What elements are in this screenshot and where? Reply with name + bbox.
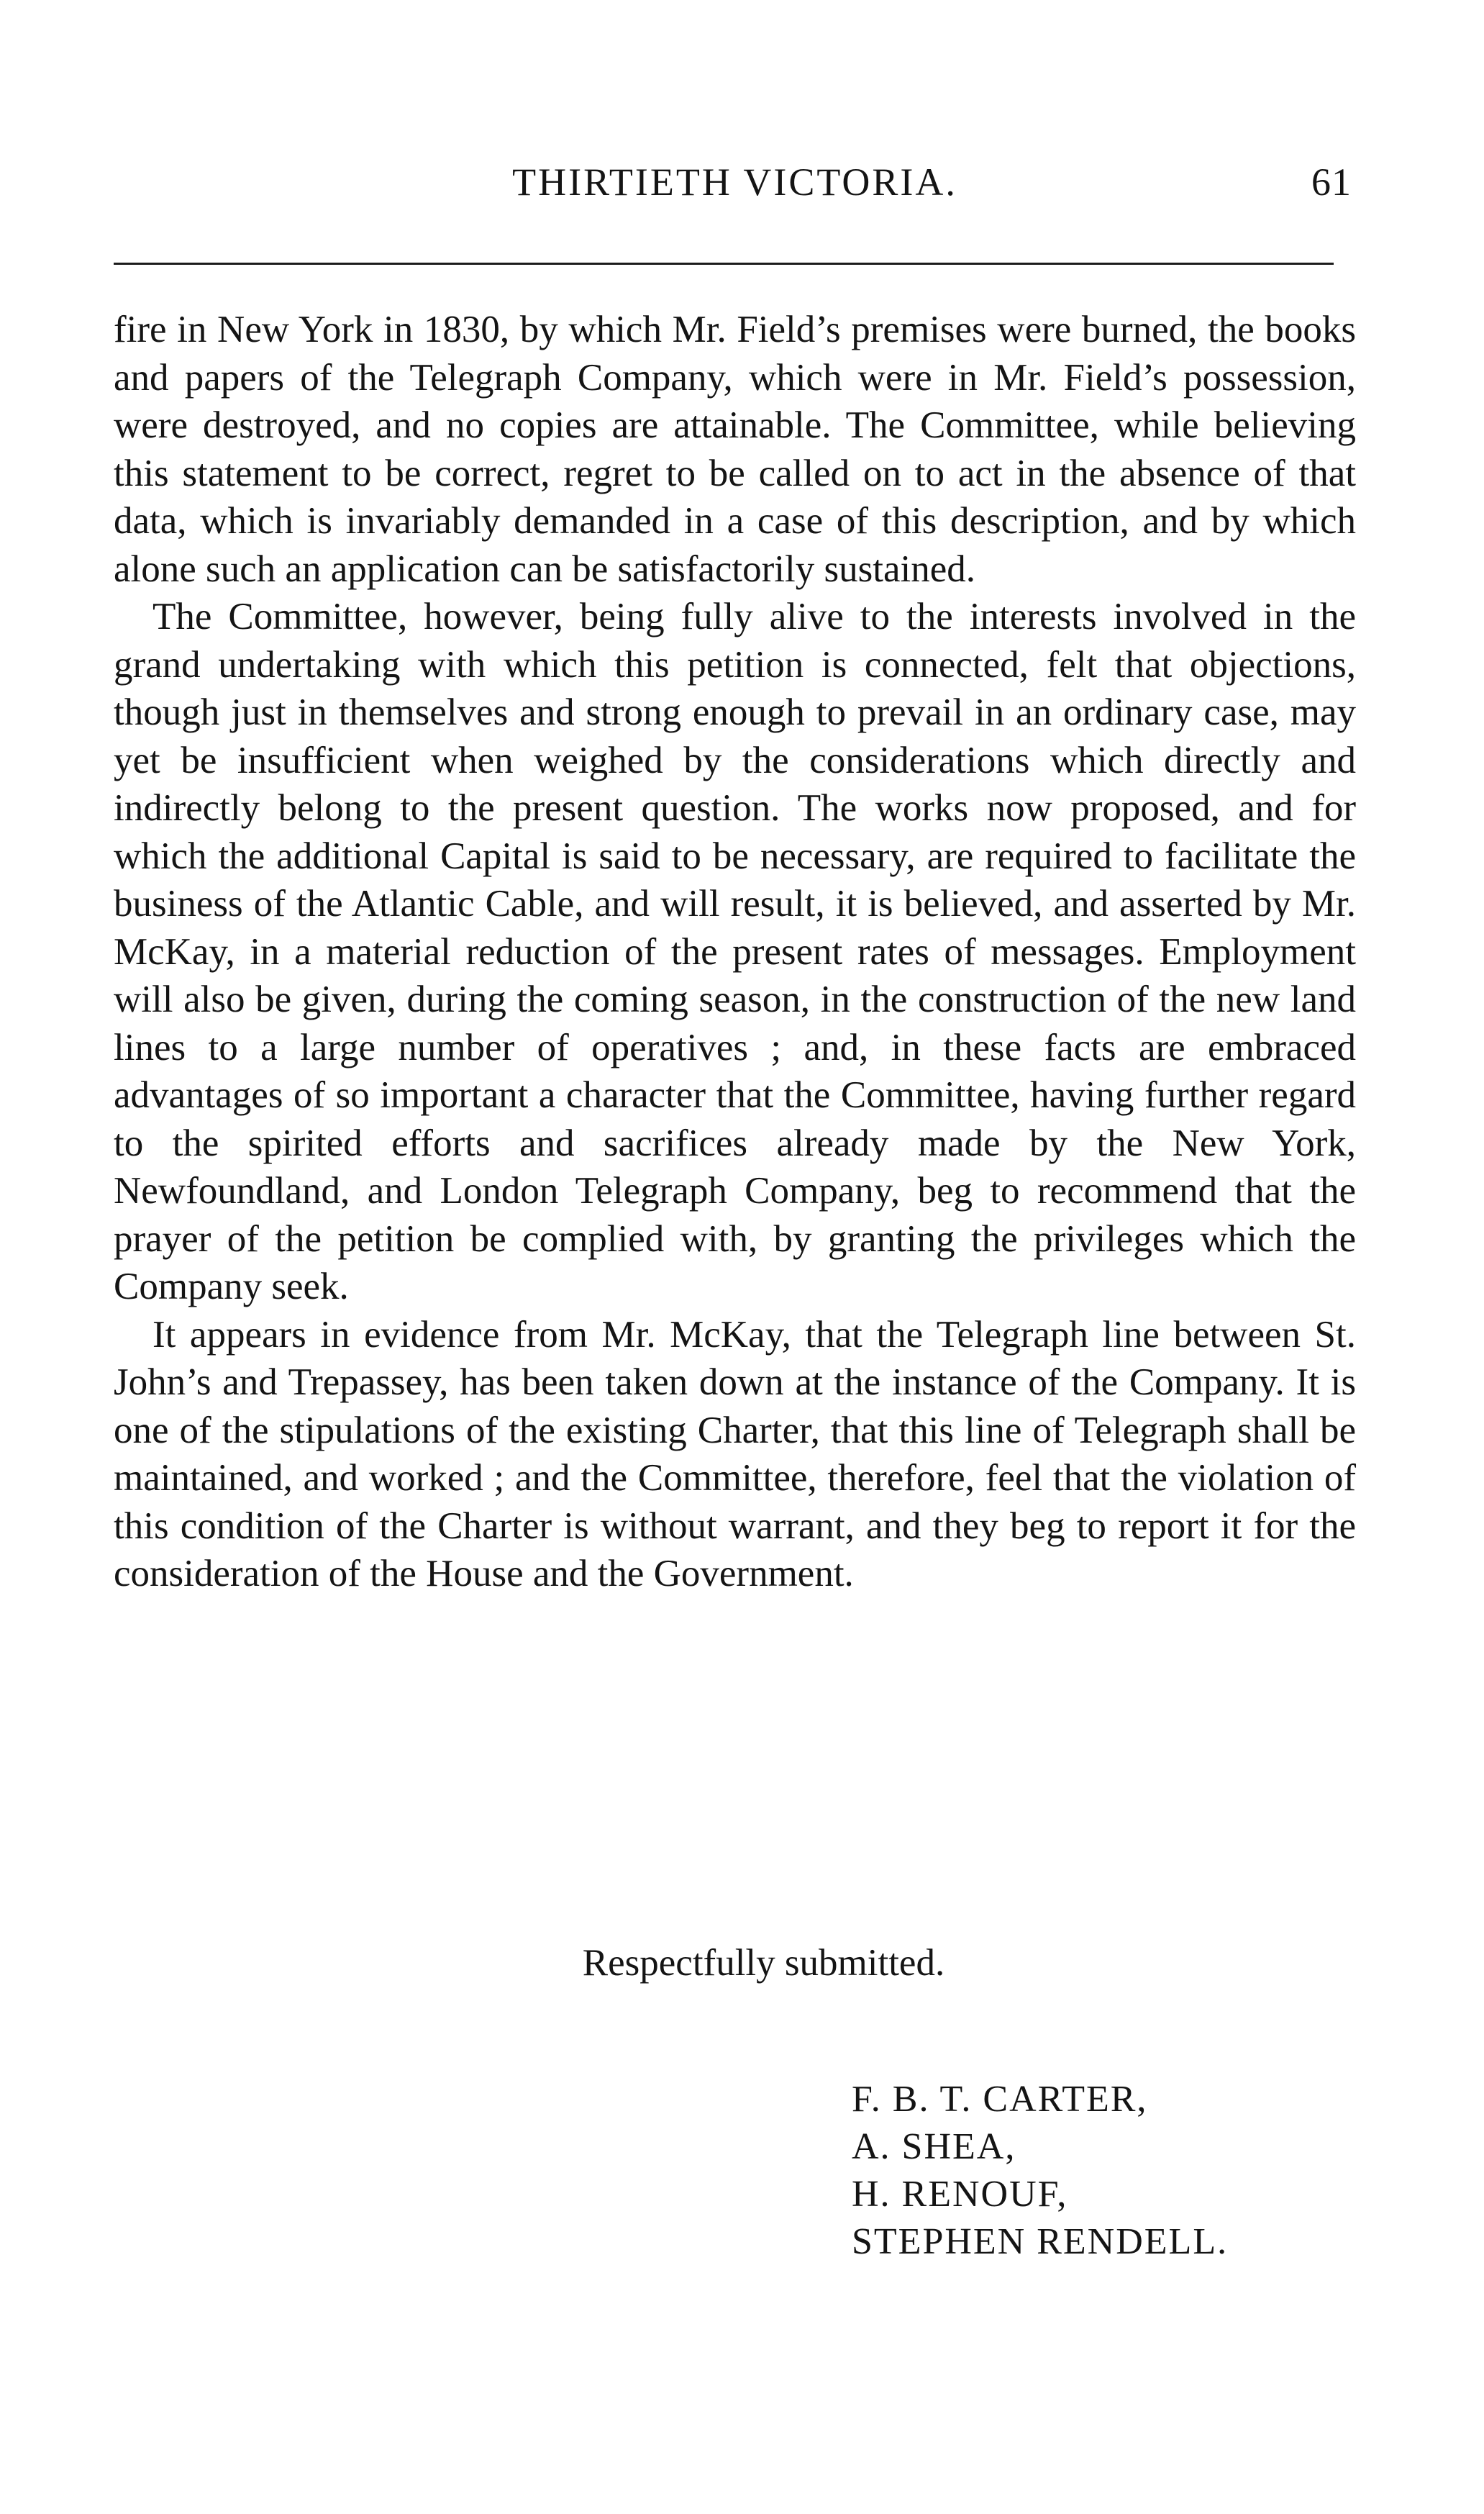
header-rule — [114, 263, 1334, 265]
paragraph: The Committee, however, being fully alive to the interests involved in the grand undertaking with which this petition is connected, felt that objections, though just in themselves and strong enough to prevail in an ordinary case, may yet be insufficient when weighed by the considerations which directly and indirectly belong to the present question. The works now proposed, and for which the additional Capital is said to be necessary, are required to facilitate the business of the Atlantic Cable, and will result, it is believed, and asserted by Mr. McKay, in a material reduction of the present rates of messages. Employment will also be given, during the coming season, in the construction of the new land lines to a large number of operatives ; and, in these facts are embraced advantages of so important a character that the Committee, having further regard to the spirited efforts and sacrifices already made by the New York, Newfoundland, and London Telegraph Company, beg to recommend that the prayer of the petition be complied with, by granting the privileges which the Company seek. — [114, 596, 1356, 1307]
running-title: THIRTIETH VICTORIA. — [512, 160, 957, 204]
signatory: STEPHEN RENDELL. — [852, 2221, 1229, 2262]
document-page — [114, 0, 1356, 2514]
paragraph: It appears in evidence from Mr. McKay, that the Telegraph line between St. John’s and Trepassey, has been taken down at the instance of the Company. It is one of the stipulations of the existing Charter, that this line of Telegraph shall be maintained, and worked ; and the Committee, therefore, feel that the violation of this condition of the Charter is without warrant, and they beg to report it for the consideration of the House and the Government. — [114, 1313, 1356, 1594]
signatory: A. SHEA, — [852, 2126, 1016, 2167]
signatories — [852, 2076, 1228, 2266]
signatory: F. B. T. CARTER, — [852, 2079, 1148, 2120]
body-text — [114, 306, 1356, 1598]
running-head — [114, 160, 1356, 212]
page-number: 61 — [1311, 160, 1352, 204]
closing-line: Respectfully submitted. — [582, 1942, 945, 1984]
paragraph-continued: fire in New York in 1830, by which Mr. Field’s premises were burned, the books and papers of the Telegraph Company, which were in Mr. Field’s possession, were destroyed, and no copies are attainable. The Committee, while believing this statement to be correct, regret to be called on to act in the absence of that data, which is invariably demanded in a case of this description, and by which alone such an application can be satisfactorily sustained. — [114, 309, 1356, 590]
signatory: H. RENOUF, — [852, 2174, 1068, 2215]
